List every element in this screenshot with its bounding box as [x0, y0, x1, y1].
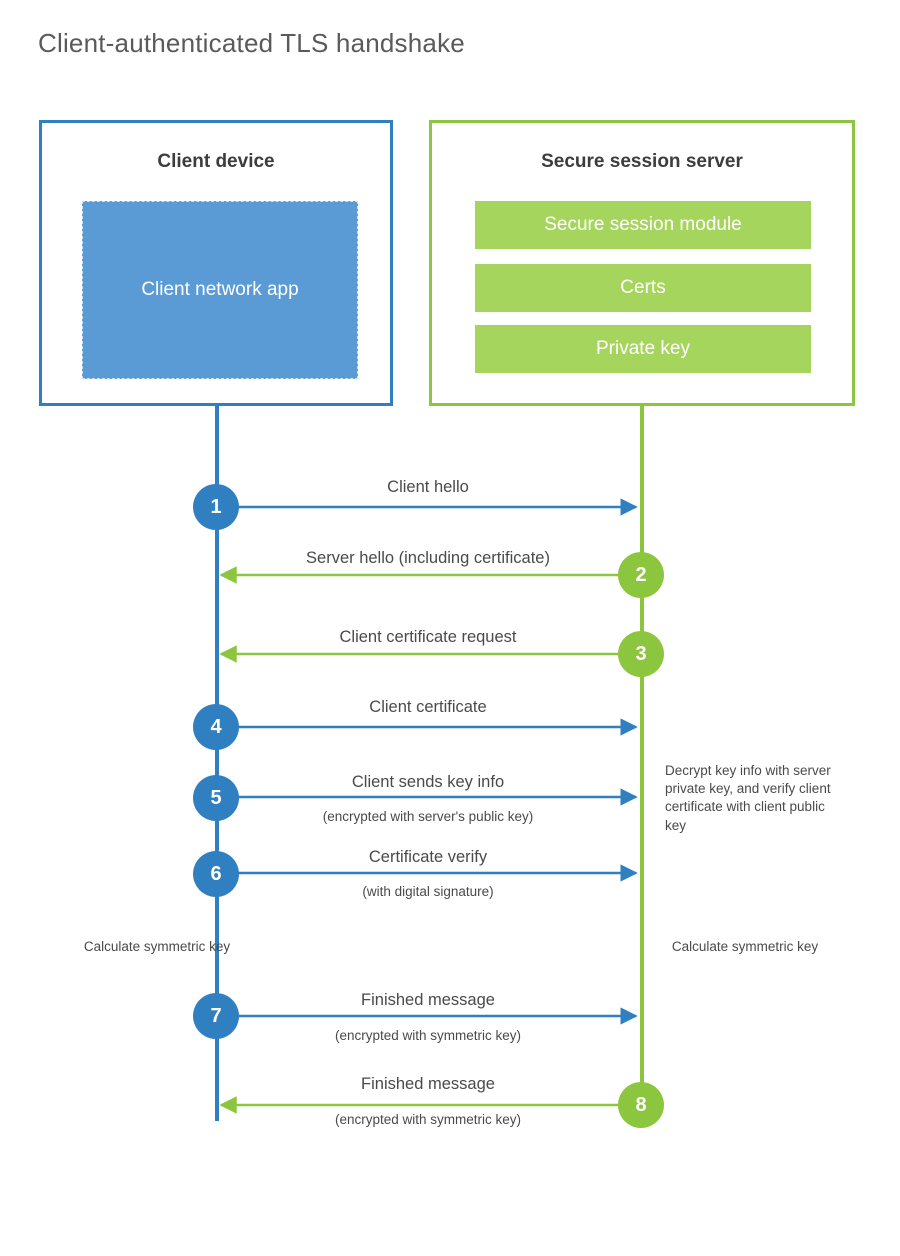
note-server-calculate-symmetric-key: Calculate symmetric key: [671, 939, 819, 954]
message-label-2: Server hello (including certificate): [306, 549, 550, 567]
note-client-calculate-symmetric-key: Calculate symmetric key: [83, 939, 231, 954]
step-marker-3: 3: [618, 631, 664, 677]
note-server-decrypt: Decrypt key info with server private key, and verify client certificate with client public key: [665, 763, 831, 833]
message-sublabel-7: (encrypted with symmetric key): [334, 1028, 522, 1043]
client-device-box: [39, 120, 393, 406]
message-label-4: Client certificate: [369, 698, 487, 716]
message-sublabel-6: (with digital signature): [362, 884, 494, 899]
step-marker-4: 4: [193, 704, 239, 750]
client-device-title: Client device: [157, 151, 275, 172]
step-marker-1: 1: [193, 484, 239, 530]
message-sublabel-8: (encrypted with symmetric key): [334, 1112, 522, 1127]
server-component-certs: Certs: [475, 264, 811, 312]
step-marker-8: 8: [618, 1082, 664, 1128]
secure-session-server-title: Secure session server: [541, 151, 743, 172]
step-marker-6: 6: [193, 851, 239, 897]
message-label-7: Finished message: [361, 991, 495, 1009]
step-marker-5: 5: [193, 775, 239, 821]
message-label-1: Client hello: [387, 478, 469, 496]
message-label-6: Certificate verify: [368, 848, 488, 866]
message-label-3: Client certificate request: [339, 628, 517, 646]
step-marker-2: 2: [618, 552, 664, 598]
server-lifeline: [640, 406, 644, 1106]
client-network-app: Client network app: [82, 201, 358, 379]
message-label-5: Client sends key info: [351, 773, 505, 791]
step-marker-7: 7: [193, 993, 239, 1039]
secure-session-server-box: [429, 120, 855, 406]
page-title: Client-authenticated TLS handshake: [38, 28, 465, 58]
server-component-private-key: Private key: [475, 325, 811, 373]
server-component-secure-session-module: Secure session module: [475, 201, 811, 249]
message-sublabel-5: (encrypted with server's public key): [322, 809, 534, 824]
message-label-8: Finished message: [361, 1075, 495, 1093]
